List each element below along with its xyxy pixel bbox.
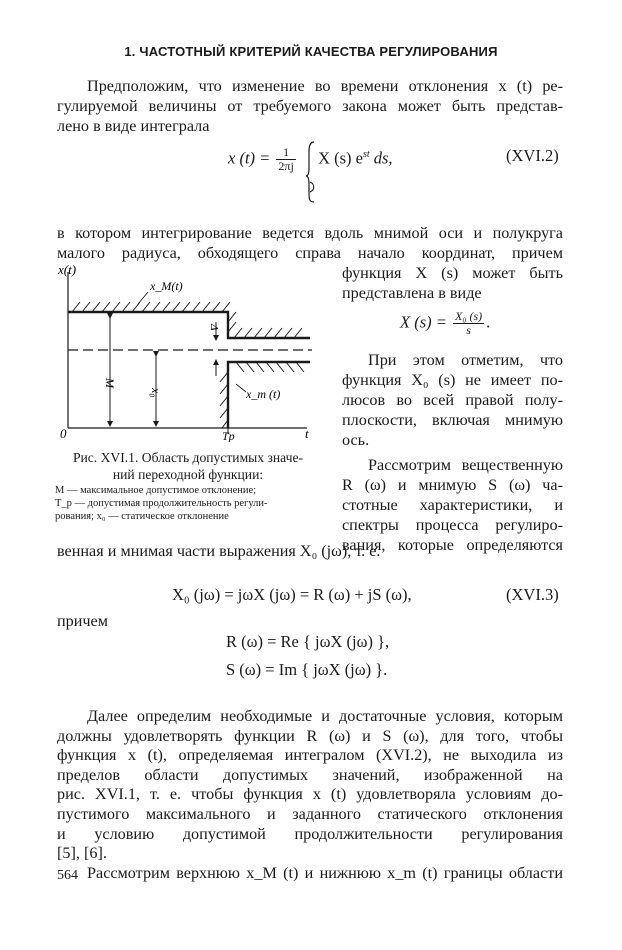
page-number: 564 [57,868,78,883]
para3-line2: функция X₀ (s) не имеет по- [342,371,563,389]
equation-r: R (ω) = Re { jωX (jω) }, [226,632,390,651]
upper-leader [138,292,148,304]
para1-line1: Предположим, что изменение во времени отклонения x (t) ре- [87,77,563,95]
prichem-text: причем [57,612,108,630]
para4-right-line3: стотные характеристики, и [342,496,563,514]
para5-line1: Далее определим необходимые и достаточные условия, которым [87,707,563,725]
para2-line2: малого радиуса, обходящего справа начало координат, причем [57,244,563,262]
lower-boundary-label: x_m (t) [246,387,281,401]
para3-line4: плоскости, включая мнимую [342,411,563,429]
para5-line2: должны удовлетворять функции R (ω) и S (ω), для того, чтобы [57,726,563,745]
para2-right-line2: представлена в виде [342,284,482,302]
para1-line3: лено в виде интеграла [57,117,210,135]
figure-xvi1 [52,262,332,442]
tp-label: Tp [222,429,235,442]
integral-contour-symbol [300,138,324,208]
equation-xvi3: X₀ (jω) = jωX (jω) = R (ω) + jS (ω), [172,585,412,604]
para2-line1: в котором интегрирование ведется вдоль мнимой оси и полукруга [57,224,563,242]
para3-line5: ось. [342,431,370,449]
M-label: M [103,378,117,388]
section-title: 1. ЧАСТОТНЫЙ КРИТЕРИЙ КАЧЕСТВА РЕГУЛИРОВАНИЯ [124,44,498,59]
para5-line3: функция x (t), определяемая интегралом (XVI.2), не выходила из [57,746,563,765]
para4-right-line5: вания, которые определяются [342,536,563,554]
upper-boundary-label: x_M(t) [150,279,183,293]
x0-label: x₀ [149,388,163,398]
para6-line1: Рассмотрим верхнюю x_M (t) и нижнюю x_m (t) границы области [87,863,563,882]
equation-s: S (ω) = Im { jωX (jω) }. [226,660,388,679]
para5-line4: пределов области допустимых значений, изображенной на [57,765,563,784]
eq-xvi2-tail: ds, [373,148,393,168]
origin-label: 0 [60,426,67,441]
lower-leader [236,384,246,392]
para3-line3: люсов во всей правой полу- [342,391,563,409]
eq-xvi3-number: (XVI.3) [506,585,559,604]
equation-xs [400,310,490,337]
para4-right-line1: Рассмотрим вещественную [368,456,563,474]
para3-line1: При этом отметим, что [368,351,563,369]
eq-xs-lhs: X (s) = [400,312,447,332]
para1-line2: гулируемой величины от требуемого закона может быть представ- [57,97,563,115]
eq-xvi2-frac-den: 2πj [278,159,294,173]
eq-xvi2-lhs: x (t) = [228,148,271,168]
para5-line5: рис. XVI.1, т. е. чтобы функция x (t) удовлетворяла условиям до- [57,785,563,804]
eq-xs-fraction [453,310,484,337]
eq-xvi2-exp: st [362,148,370,160]
eq-xs-frac-num: X₀ (s) [455,309,483,323]
para5-line7: и условию допустимой продолжительности регулирования [57,824,563,843]
y-axis-label: x(t) [58,262,77,277]
figure-caption [52,449,324,483]
para4-right-line2: R (ω) и мнимую S (ω) ча- [342,476,563,494]
upper-hatching [72,302,302,338]
eq-xvi2-fraction [276,146,295,173]
eq-xs-frac-den: s [466,323,471,337]
para5-last: [5], [6]. [57,844,107,863]
caption-line2: ний переходной функции: [112,467,264,482]
upper-boundary [68,312,310,338]
eq-xvi2-frac-num: 1 [276,146,295,160]
para5-line6: пустимого максимального и заданного статического отклонения [57,805,563,823]
eq-xs-tail: . [486,312,491,332]
delta-label: Δ [208,324,220,331]
para2-right-line1: функция X (s) может быть [342,264,563,282]
legend-line1: M — максимальное допустимое отклонение; [55,485,257,496]
para4-full-line: венная и мнимая части выражения X₀ (jω), т. е. [57,542,381,560]
figure-legend [55,484,268,523]
eq-xvi2-body: X (s) e [318,148,363,168]
eq-xvi2-number: (XVI.2) [506,146,559,165]
para4-right-line4: спектры процесса регулиро- [342,516,563,534]
legend-line2: T_p — допустимая продолжительность регули- [55,498,268,509]
x-axis-label: t [305,426,309,441]
legend-line3: рования; x₀ — статическое отклонение [55,511,229,522]
caption-line1: Рис. XVI.1. Область допустимых значе- [72,450,304,465]
